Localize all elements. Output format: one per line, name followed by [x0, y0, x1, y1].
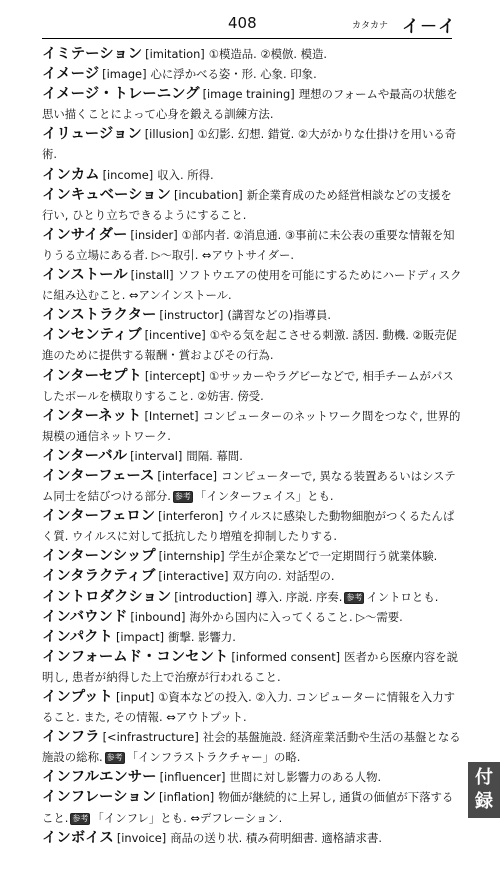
dictionary-entry [42, 44, 462, 64]
english-gloss: [imitation] [145, 47, 205, 61]
dictionary-entry [42, 566, 462, 586]
headword: インセンティブ [42, 327, 142, 344]
dictionary-entry [42, 225, 462, 265]
definition: ①幻影. 幻想. 錯覚. ②大がかりな仕掛けを用いる奇術. [42, 127, 457, 162]
definition: 世間に対し影響力のある人物. [229, 770, 382, 785]
headword: イミテーション [42, 46, 143, 62]
english-gloss: [Internet] [144, 408, 199, 423]
english-gloss: [intercept] [144, 368, 206, 383]
english-gloss: [inflation] [158, 790, 215, 805]
definition: 導入. 序説. 序奏. [255, 589, 343, 604]
headword: インキュベーション [42, 186, 171, 203]
dictionary-entry [42, 305, 462, 325]
english-gloss: [<infrastructure] [102, 730, 199, 745]
headword: イントロダクション [42, 588, 172, 605]
definition: ①資本などの投入. ②入力. コンピューターに情報を入力すること. また, その情報. ⇔アウトプット. [42, 690, 456, 725]
dictionary-entry [42, 406, 462, 446]
kana-range: イ－イ [402, 17, 456, 37]
headword: インカム [42, 166, 100, 183]
dictionary-entry [42, 165, 462, 185]
reference-badge: 参考 [174, 492, 191, 502]
page-number: 408 [228, 14, 257, 32]
definition: コンピューターのネットワーク間をつなぐ, 世界的規模の通信ネットワーク. [42, 408, 461, 443]
definition: ①サッカーやラグビーなどで, 相手チームがパスしたボールを横取りすること. ②妨害. 傍受. [42, 368, 454, 403]
english-gloss: [install] [130, 268, 174, 283]
headword: インフォームド・コンセント [42, 648, 229, 665]
dictionary-entry [42, 265, 462, 305]
headword: インバウンド [42, 608, 128, 625]
dictionary-entry [42, 124, 462, 164]
english-gloss: [image training] [202, 87, 295, 102]
english-gloss: [informed consent] [231, 649, 341, 664]
section-label: カタカナ [352, 21, 389, 31]
headword: インボイス [42, 829, 114, 846]
definition: 学生が企業などで一定期間行う就業体験. [228, 549, 438, 564]
dictionary-entry [42, 647, 462, 687]
definition: ①模造品. ②模倣. 模造. [208, 47, 328, 61]
english-gloss: [interactive] [158, 569, 229, 584]
definition: 社会的基盤施設. 経済産業活動や生活の基盤となる施設の総称. [42, 730, 461, 765]
headword: インフレーション [42, 789, 156, 806]
english-gloss: [impact] [115, 629, 165, 644]
headword: インターセプト [42, 367, 142, 384]
headword: インターンシップ [42, 548, 156, 565]
dictionary-entry [42, 767, 462, 787]
headword: インフルエンサー [42, 769, 157, 786]
headword: インサイダー [42, 226, 128, 243]
english-gloss: [interferon] [158, 509, 224, 524]
headword: インターネット [42, 407, 142, 424]
dictionary-entry [42, 687, 462, 727]
english-gloss: [incentive] [144, 328, 206, 343]
definition: 双方向の. 対話型の. [232, 569, 335, 584]
headword: インパクト [42, 628, 113, 645]
definition: 間隔. 幕間. [186, 448, 243, 463]
english-gloss: [interface] [157, 468, 218, 483]
dictionary-entry [42, 627, 462, 647]
reference-note: イントロとも. [366, 589, 439, 604]
english-gloss: [internship] [158, 549, 225, 564]
dictionary-entry [42, 546, 462, 566]
dictionary-entry [42, 325, 462, 365]
reference-badge: 参考 [72, 813, 89, 823]
english-gloss: [introduction] [174, 589, 252, 604]
headword: インフラ [42, 729, 100, 746]
headword: インストール [42, 267, 128, 284]
headword: インプット [42, 689, 113, 705]
headword: イメージ [42, 66, 100, 83]
english-gloss: [input] [115, 690, 155, 704]
english-gloss: [inbound] [130, 609, 186, 624]
entry-list [42, 44, 462, 848]
english-gloss: [interval] [130, 448, 183, 463]
header-rule [42, 38, 452, 39]
definition: ①部内者. ②消息通. ③事前に未公表の重要な情報を知りうる立場にある者. ▷～取引. ⇔アウトサイダー. [42, 227, 455, 262]
english-gloss: [income] [102, 167, 154, 182]
dictionary-entry [42, 828, 462, 848]
definition: 収入. 所得. [157, 167, 214, 182]
dictionary-entry [42, 366, 462, 406]
definition: 商品の送り状. 積み荷明細書. 適格請求書. [170, 830, 382, 845]
dictionary-entry [42, 727, 462, 767]
definition: 心に浮かべる姿・形. 心象. 印象. [150, 67, 317, 82]
headword: インストラクター [42, 307, 157, 324]
dictionary-entry [42, 466, 462, 506]
english-gloss: [illusion] [144, 127, 194, 142]
definition: ①やる気を起こさせる刺激. 誘因. 動機. ②販売促進のために提供する報酬・賞およびその行為. [42, 328, 457, 363]
dictionary-entry [42, 587, 462, 607]
page-header [0, 0, 500, 40]
headword: インターフェロン [42, 508, 156, 525]
definition: ソフトウエアの使用を可能にするためにハードディスクに組み込むこと. ⇔アンインストール. [42, 268, 462, 303]
definition: 医者から医療内容を説明し, 患者が納得した上で治療が行われること. [42, 649, 459, 684]
dictionary-entry [42, 787, 462, 827]
headword: インターバル [42, 447, 128, 464]
english-gloss: [instructor] [159, 308, 224, 323]
dictionary-entry [42, 506, 462, 546]
appendix-tab-label-2: 録 [475, 791, 493, 812]
reference-note: 「インフレ」とも. ⇔デフレーション. [92, 810, 283, 825]
headword: イメージ・トレーニング [42, 86, 200, 103]
reference-note: 「インフラストラクチャー」の略. [126, 750, 301, 765]
headword: イリュージョン [42, 126, 142, 143]
reference-badge: 参考 [106, 753, 123, 763]
dictionary-entry [42, 185, 462, 225]
dictionary-entry [42, 84, 462, 124]
reference-badge: 参考 [346, 592, 363, 602]
definition: 海外から国内に入ってくること. ▷～需要. [189, 609, 403, 624]
definition: 理想のフォームや最高の状態を思い描くことによって心身を鍛える訓練方法. [42, 87, 458, 122]
headword: インタラクティブ [42, 568, 156, 585]
english-gloss: [incubation] [173, 187, 243, 202]
appendix-tab-label-1: 付 [475, 767, 493, 788]
appendix-tab[interactable] [468, 762, 500, 818]
definition: コンピューターで, 異なる装置あるいはシステム同士を結びつける部分. [42, 468, 456, 504]
english-gloss: [invoice] [116, 830, 167, 845]
definition: 物価が継続的に上昇し, 通貨の価値が下落すること. [42, 790, 454, 825]
dictionary-entry [42, 64, 462, 84]
english-gloss: [image] [102, 67, 147, 82]
english-gloss: [insider] [130, 227, 178, 242]
reference-note: 「インターフェイス」とも. [194, 489, 334, 504]
definition: (講習などの)指導員. [227, 308, 332, 323]
definition: 新企業育成のため経営相談などの支援を行い, ひとり立ちできるようにすること. [42, 187, 452, 222]
definition: 衝撃. 影響力. [168, 629, 236, 644]
dictionary-entry [42, 446, 462, 466]
dictionary-entry [42, 607, 462, 627]
english-gloss: [influencer] [159, 770, 226, 785]
headword: インターフェース [42, 467, 155, 484]
definition: ウイルスに感染した動物細胞がつくるたんぱく質. ウイルスに対して抵抗したり増殖を抑制したりする. [42, 509, 455, 544]
